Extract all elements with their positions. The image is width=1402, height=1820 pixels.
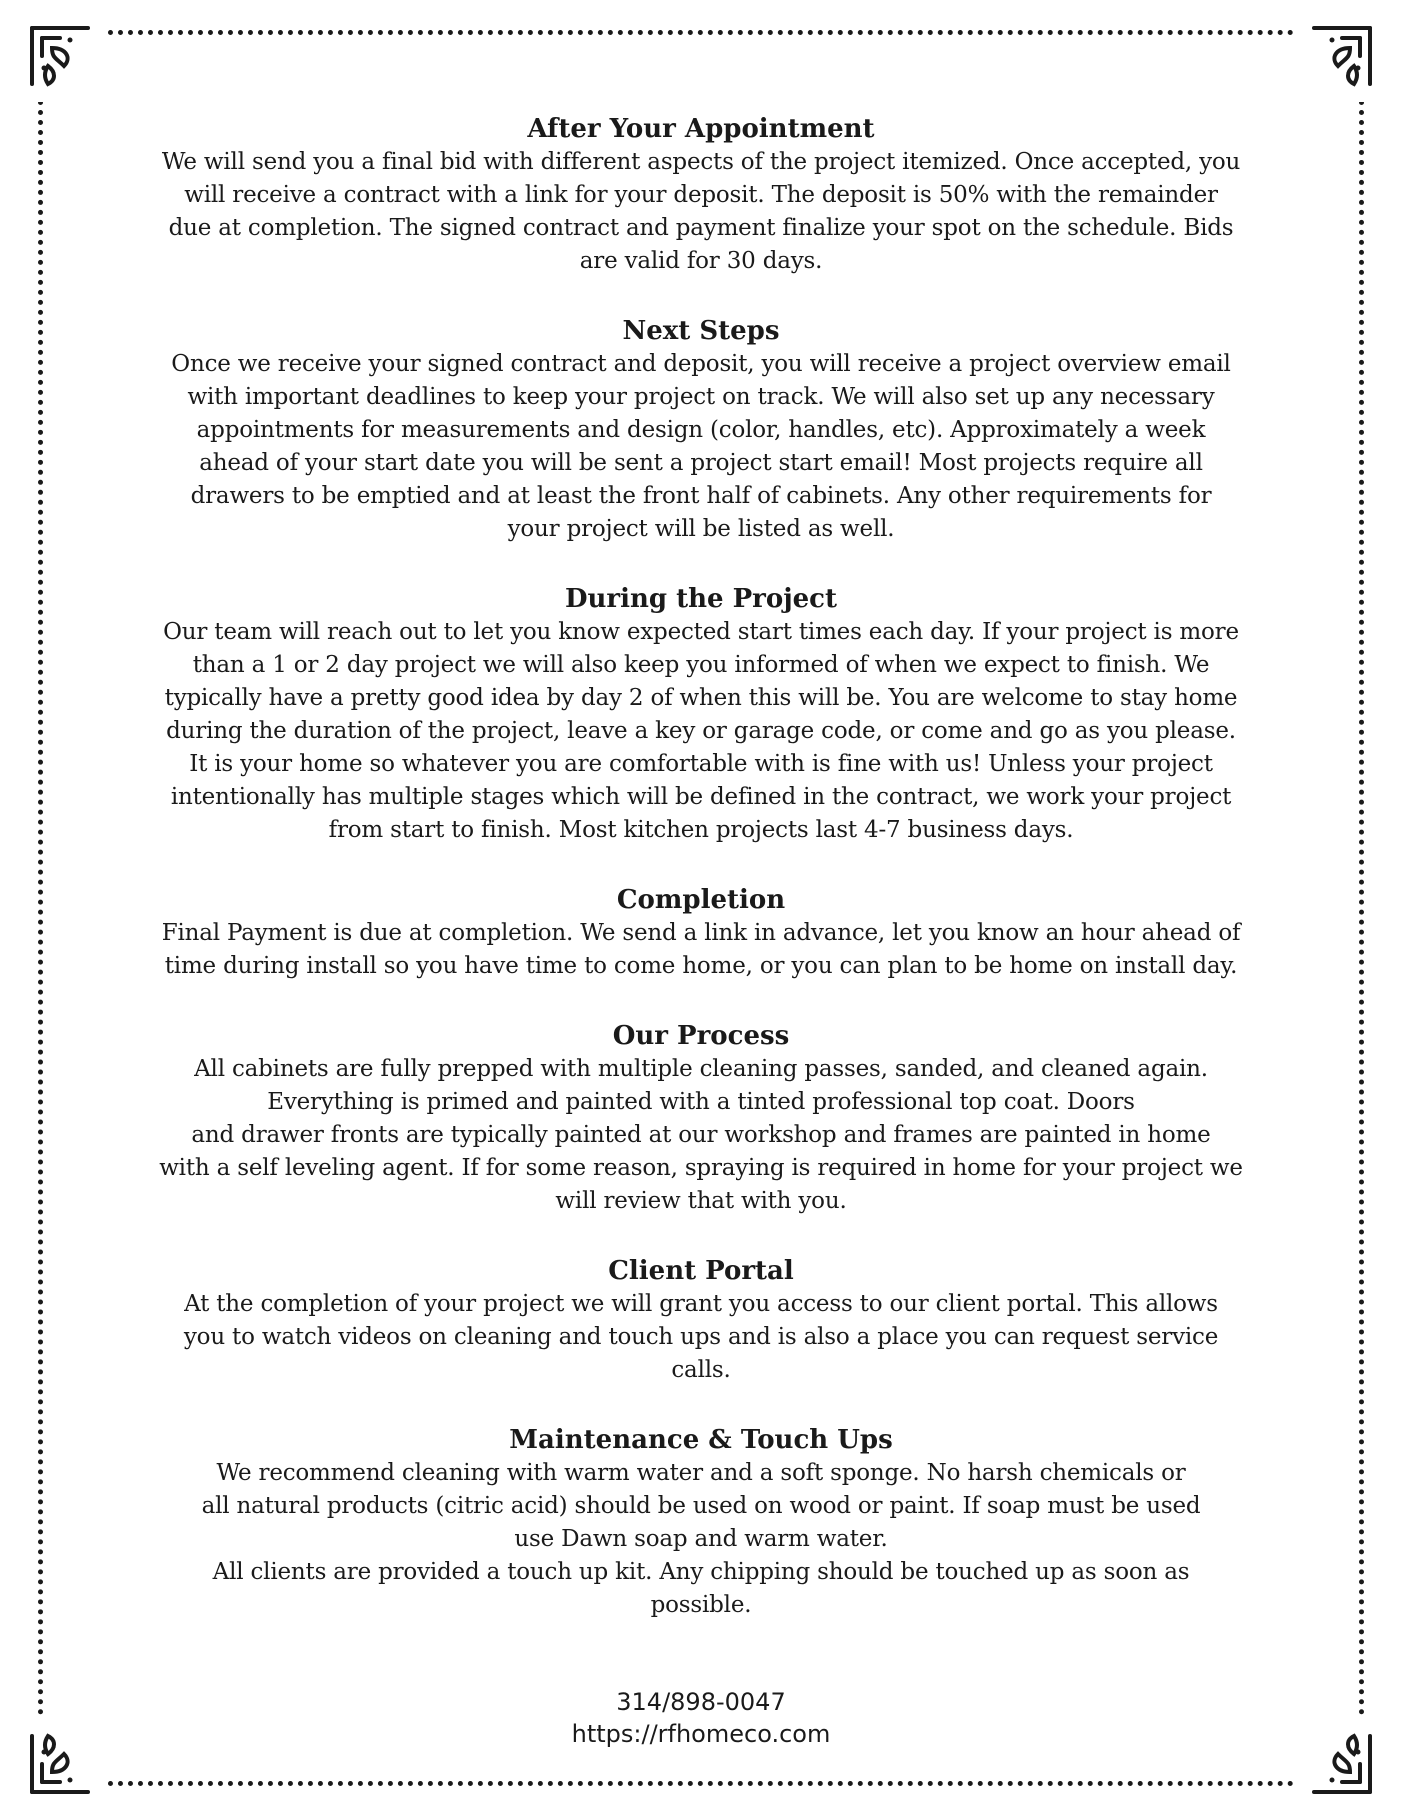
section-maintenance-touch-ups — [52, 1423, 1350, 1622]
section-text — [52, 1053, 1350, 1218]
text-line: typically have a pretty good idea by day 2 of when this will be. You are welcome to stay home — [164, 685, 1238, 711]
text-line: will receive a contract with a link for your deposit. The deposit is 50% with the remainder — [184, 182, 1218, 208]
text-line: Our team will reach out to let you know expected start times each day. If your project is more — [163, 619, 1239, 645]
text-line: ahead of your start date you will be sent a project start email! Most projects require all — [199, 450, 1203, 476]
section-client-portal — [52, 1254, 1350, 1387]
text-line: At the completion of your project we will grant you access to our client portal. This allows — [184, 1291, 1218, 1317]
text-line: drawers to be emptied and at least the front half of cabinets. Any other requirements for — [190, 483, 1212, 509]
section-after-your-appointment — [52, 112, 1350, 278]
text-line: Once we receive your signed contract and deposit, you will receive a project overview email — [171, 351, 1231, 377]
text-line: are valid for 30 days. — [579, 248, 823, 274]
section-heading: Our Process — [612, 1021, 790, 1051]
text-line: all natural products (citric acid) should be used on wood or paint. If soap must be used — [201, 1493, 1201, 1519]
text-line: you to watch videos on cleaning and touch ups and is also a place you can request service — [183, 1324, 1219, 1350]
section-heading: During the Project — [564, 584, 838, 614]
text-line: and drawer fronts are typically painted at our workshop and frames are painted in home — [191, 1122, 1211, 1148]
text-line: intentionally has multiple stages which will be defined in the contract, we work your project — [170, 784, 1232, 810]
corner-ornament-top-right-icon — [1296, 22, 1376, 102]
text-line: with important deadlines to keep your project on track. We will also set up any necessary — [187, 384, 1215, 410]
section-completion — [52, 883, 1350, 983]
text-line: time during install so you have time to come home, or you can plan to be home on install day. — [164, 953, 1238, 979]
text-line: We will send you a final bid with different aspects of the project itemized. Once accepted, you — [161, 149, 1241, 175]
text-line: from start to finish. Most kitchen projects last 4-7 business days. — [328, 817, 1074, 843]
text-line: with a self leveling agent. If for some reason, spraying is required in home for your project we — [159, 1155, 1243, 1181]
text-line: It is your home so whatever you are comfortable with is fine with us! Unless your project — [189, 751, 1213, 777]
section-heading: Completion — [616, 885, 786, 915]
text-line: use Dawn soap and warm water. — [514, 1526, 888, 1552]
text-line: will review that with you. — [555, 1188, 847, 1214]
text-line: calls. — [671, 1357, 731, 1383]
section-heading: Next Steps — [622, 316, 780, 346]
section-our-process — [52, 1019, 1350, 1218]
phone-number: 314/898-0047 — [616, 1688, 786, 1716]
text-line: All cabinets are fully prepped with multiple cleaning passes, sanded, and cleaned again. — [194, 1056, 1208, 1082]
section-text — [52, 348, 1350, 546]
text-line: Final Payment is due at completion. We send a link in advance, let you know an hour ahead of — [161, 920, 1241, 946]
section-heading: After Your Appointment — [527, 114, 875, 144]
document-body — [52, 112, 1350, 1658]
section-heading: Maintenance & Touch Ups — [509, 1425, 893, 1455]
text-line: All clients are provided a touch up kit. Any chipping should be touched up as soon as — [212, 1559, 1190, 1585]
section-during-the-project — [52, 582, 1350, 847]
text-line: due at completion. The signed contract and payment finalize your spot on the schedule. Bids — [168, 215, 1234, 241]
section-text — [52, 1457, 1350, 1622]
website-link[interactable]: https://rfhomeco.com — [571, 1720, 831, 1748]
text-line: during the duration of the project, leave a key or garage code, or come and go as you please. — [166, 718, 1236, 744]
section-next-steps — [52, 314, 1350, 546]
section-text — [52, 917, 1350, 983]
section-text — [52, 616, 1350, 847]
text-line: Everything is primed and painted with a tinted professional top coat. Doors — [267, 1089, 1135, 1115]
section-text — [52, 1288, 1350, 1387]
text-line: appointments for measurements and design (color, handles, etc). Approximately a week — [196, 417, 1206, 443]
text-line: your project will be listed as well. — [507, 516, 895, 542]
section-heading: Client Portal — [608, 1256, 794, 1286]
corner-ornament-top-left-icon — [26, 22, 106, 102]
footer-contact — [0, 1686, 1402, 1750]
text-line: We recommend cleaning with warm water and a soft sponge. No harsh chemicals or — [216, 1460, 1186, 1486]
text-line: than a 1 or 2 day project we will also keep you informed of when we expect to finish. We — [192, 652, 1210, 678]
section-text — [52, 146, 1350, 278]
text-line: possible. — [650, 1592, 752, 1618]
